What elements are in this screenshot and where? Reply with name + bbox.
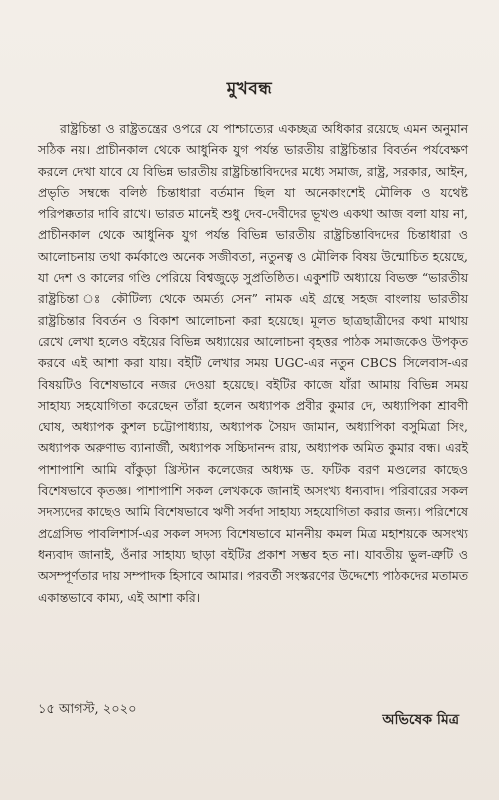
preface-body [38,118,468,608]
author-signature: অভিষেক মিত্র [382,712,459,728]
page-title: মুখবন্ধ [226,79,273,99]
preface-date: ১৫ আগস্ট, ২০২০ [38,702,137,717]
preface-paragraph: রাষ্ট্রচিন্তা ও রাষ্ট্রতন্ত্রের ওপরে যে পাশ্চাত্যের একচ্ছত্র অধিকার রয়েছে এমন অনুমান সঠিক নয়। প্রাচীনকাল থেকে আধুনিক যুগ পর্যন্ত ভারতীয় রাষ্ট্রচিন্তার বিবর্তন পর্যবেক্ষণ করলে দেখা যাবে যে বিভিন্ন ভারতীয় রাষ্ট্রচিন্তাবিদদের মধ্যে সমাজ, রাষ্ট্র, সরকার, আইন, প্রভৃতি সম্বন্ধে বলিষ্ঠ চিন্তাধারা বর্তমান ছিল যা অনেকাংশেই মৌলিক ও যথেষ্ট পরিপক্কতার দাবি রাখে। ভারত মানেই শুধু দেব-দেবীদের ভূখণ্ড একথা আজ বলা যায় না, প্রাচীনকাল থেকে আধুনিক যুগ পর্যন্ত বিভিন্ন ভারতীয় রাষ্ট্রচিন্তাবিদদের চিন্তাধারা ও আলোচনায় তথা কর্মকাণ্ডে অনেক সজীবতা, নতুনত্ব ও মৌলিক বিষয় উন্মোচিত হয়েছে, যা দেশ ও কালের গণ্ডি পেরিয়ে বিশ্বজুড়ে সুপ্রতিষ্ঠিত। একুশটি অধ্যায়ে বিভক্ত “ভারতীয় রাষ্ট্রচিন্তা ঃ কৌটিল্য থেকে অমর্ত্য সেন” নামক এই গ্রন্থে সহজ বাংলায় ভারতীয় রাষ্ট্রচিন্তার বিবর্তন ও বিকাশ আলোচনা করা হয়েছে। মূলত ছাত্রছাত্রীদের কথা মাথায় রেখে লেখা হলেও বইয়ের বিভিন্ন অধ্যায়ের আলোচনা বৃহত্তর পাঠক সমাজকেও উপকৃত করবে এই আশা করা যায়। বইটি লেখার সময় UGC-এর নতুন CBCS সিলেবাস-এর বিষয়টিও বিশেষভাবে নজর দেওয়া হয়েছে। বইটির কাজে যাঁরা আমায় বিভিন্ন সময় সাহায্য সহযোগিতা করেছেন তাঁরা হলেন অধ্যাপক প্রবীর কুমার দে, অধ্যাপিকা শ্রাবণী ঘোষ, অধ্যাপক কুশল চট্টোপাধ্যায়, অধ্যাপক সৈয়দ জামান, অধ্যাপিকা বসুমিত্রা সিং, অধ্যাপক অরুণাভ ব্যানার্জী, অধ্যাপক সচ্চিদানন্দ রায়, অধ্যাপক অমিত কুমার বন্ধ। এরই পাশাপাশি আমি বাঁকুড়া খ্রিস্টান কলেজের অধ্যক্ষ ড. ফটিক বরণ মণ্ডলের কাছেও বিশেষভাবে কৃতজ্ঞ। পাশাপাশি সকল লেখককে জানাই অসংখ্য ধন্যবাদ। পরিবারের সকল সদস্যদের কাছেও আমি বিশেষভাবে ঋণী সর্বদা সাহায্য সহযোগিতা করার জন্য। পরিশেষে প্রগ্রেসিভ পাবলিশার্স-এর সকল সদস্য বিশেষভাবে মাননীয় কমল মিত্র মহাশয়কে অসংখ্য ধন্যবাদ জানাই, ওঁনার সাহায্য ছাড়া বইটির প্রকাশ সম্ভব হত না। যাবতীয় ভুল-ত্রুটি ও অসম্পূর্ণতার দায় সম্পাদক হিসাবে আমার। পরবর্তী সংস্করণের উদ্দেশ্যে পাঠকদের মতামত একান্তভাবে কাম্য, এই আশা করি। [38,121,468,605]
